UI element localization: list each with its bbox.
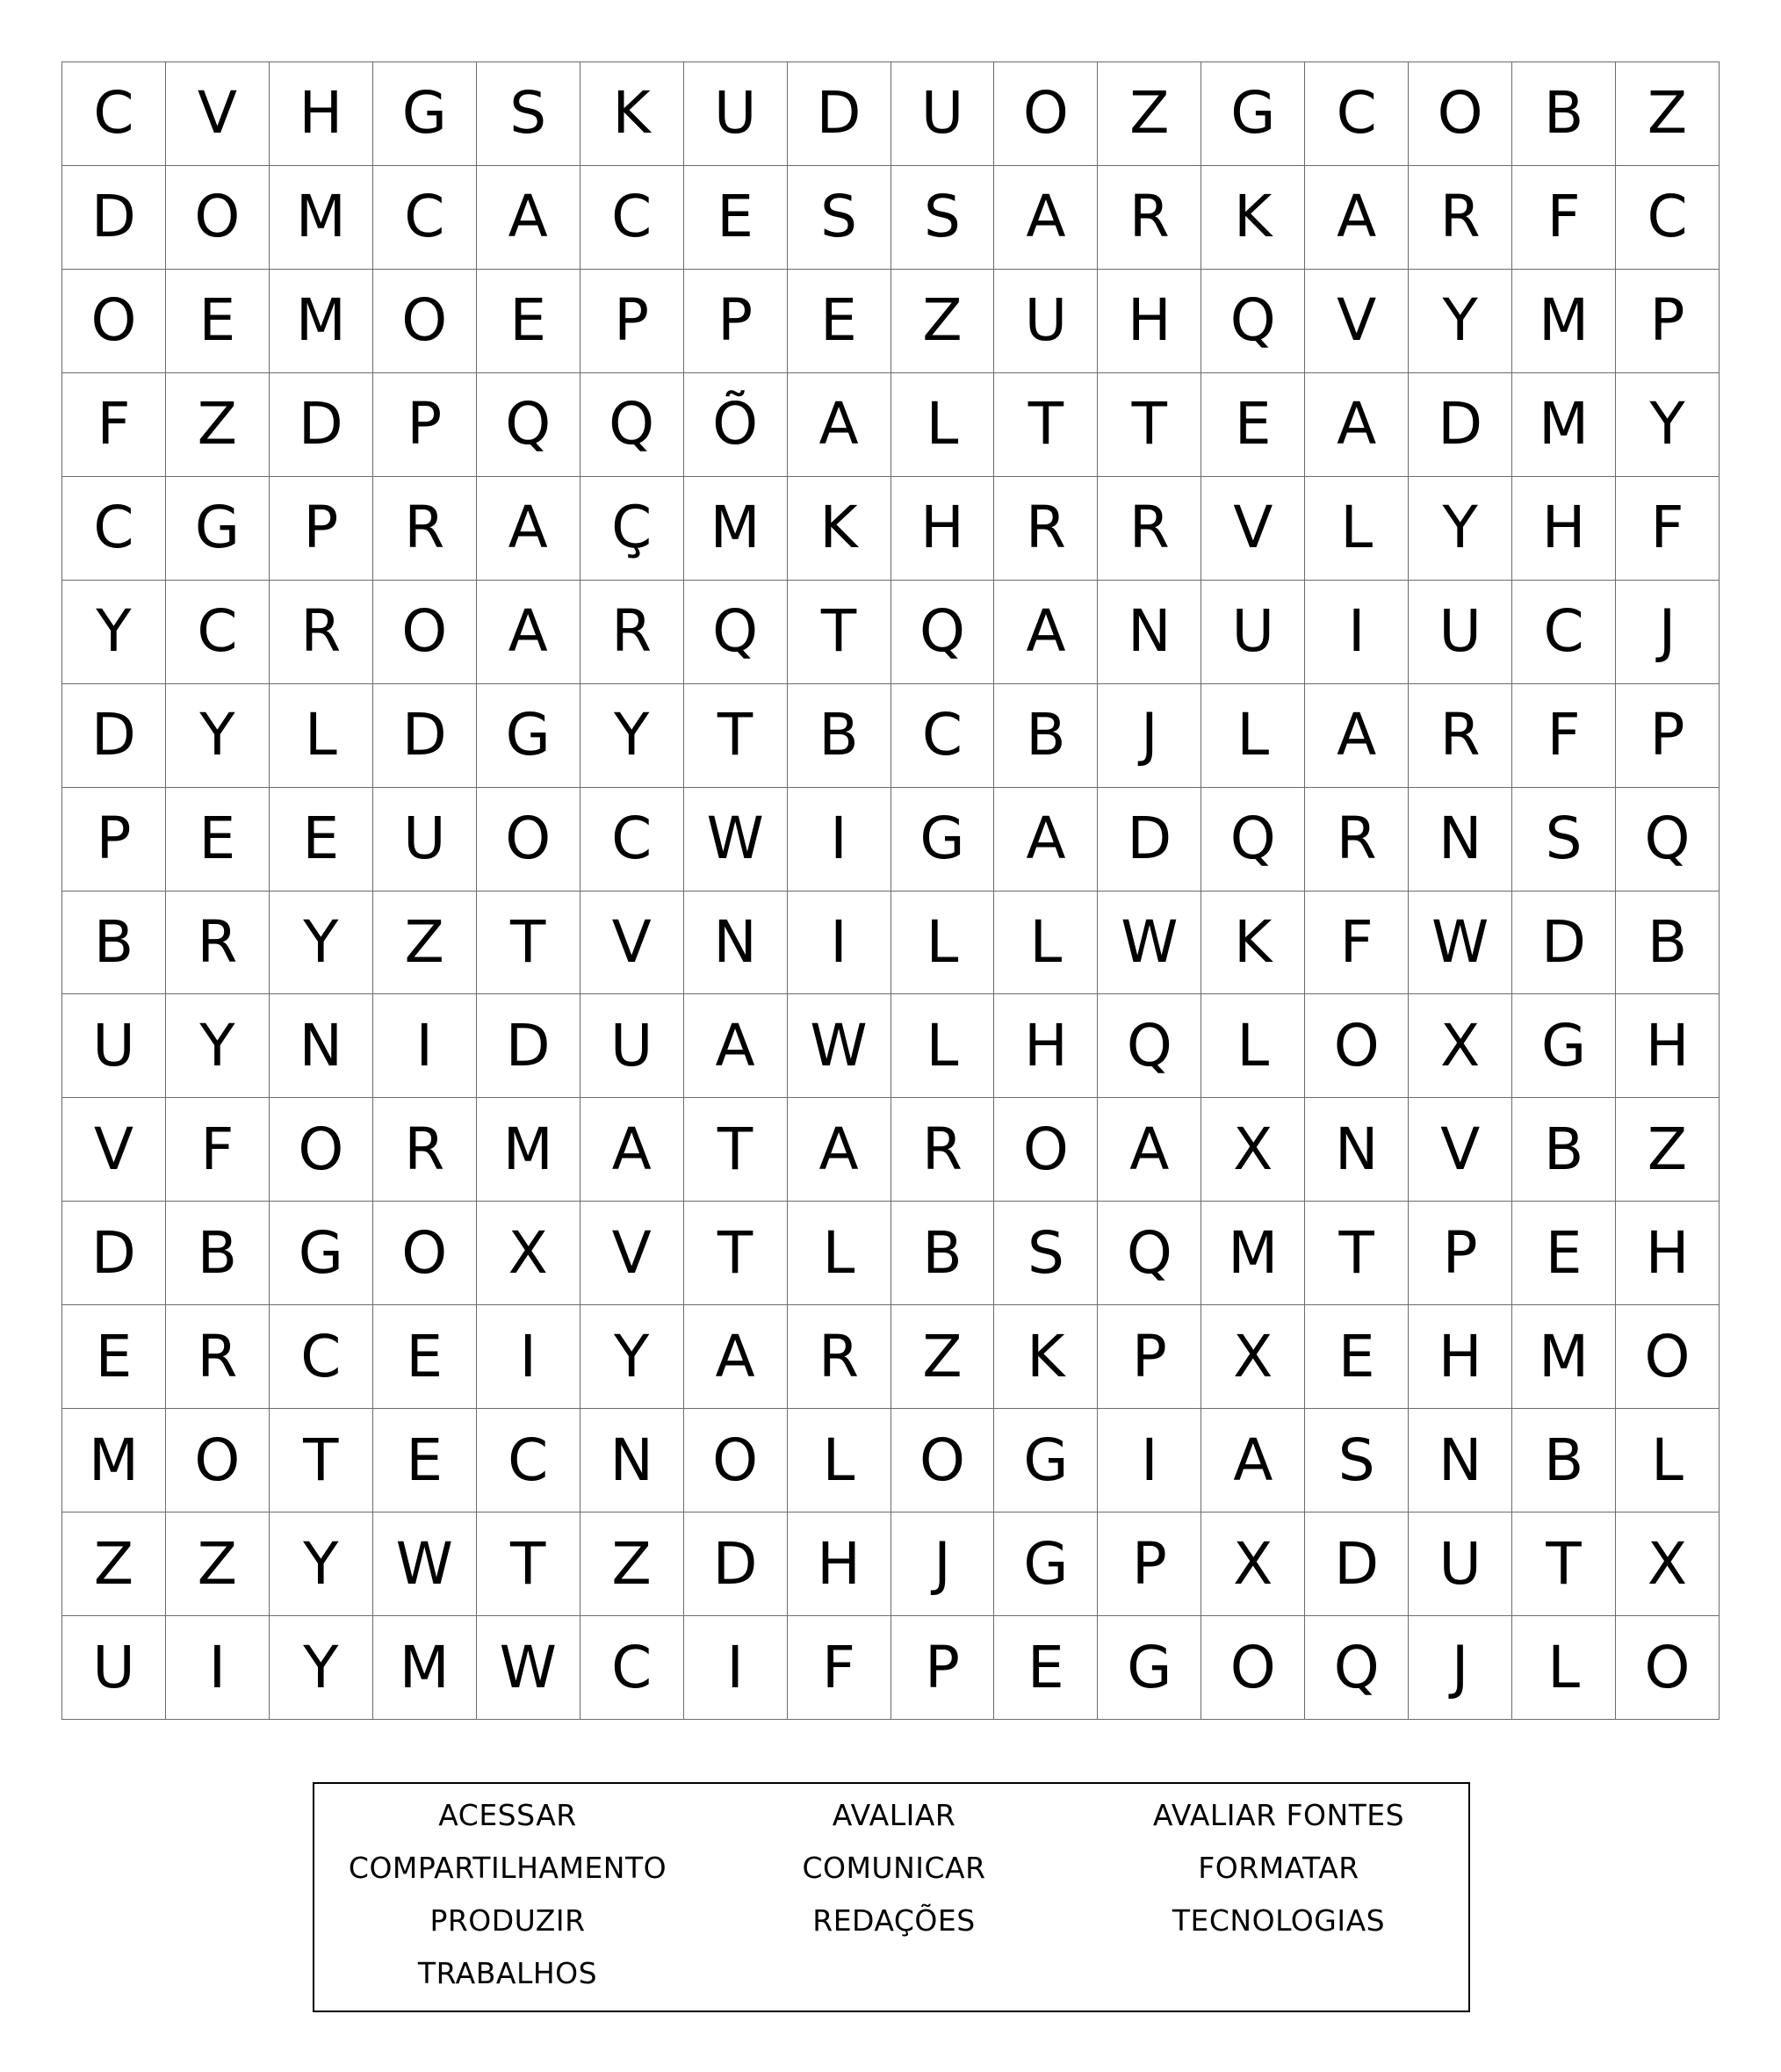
grid-cell[interactable]: Q — [1098, 994, 1201, 1098]
grid-cell[interactable]: A — [788, 373, 891, 477]
grid-cell[interactable]: D — [62, 166, 166, 270]
word-item: FORMATAR — [1198, 1851, 1359, 1885]
grid-cell[interactable]: M — [270, 270, 373, 373]
grid-cell[interactable]: F — [1512, 684, 1616, 788]
grid-cell[interactable]: Y — [166, 684, 270, 788]
grid-cell[interactable]: O — [1616, 1616, 1720, 1720]
grid-cell[interactable]: E — [270, 788, 373, 892]
grid-cell[interactable]: A — [1305, 373, 1409, 477]
grid-cell[interactable]: C — [1616, 166, 1720, 270]
grid-cell[interactable]: M — [1512, 373, 1616, 477]
grid-cell[interactable]: V — [1201, 477, 1305, 581]
grid-cell[interactable]: M — [684, 477, 788, 581]
grid-cell[interactable]: J — [1098, 684, 1201, 788]
grid-cell[interactable]: S — [477, 62, 580, 166]
grid-cell[interactable]: L — [994, 892, 1098, 995]
grid-cell[interactable]: R — [373, 477, 477, 581]
grid-cell[interactable]: Z — [1616, 1098, 1720, 1202]
grid-cell[interactable]: A — [994, 788, 1098, 892]
grid-cell[interactable]: G — [994, 1409, 1098, 1512]
grid-cell[interactable]: Y — [166, 994, 270, 1098]
grid-cell[interactable]: E — [1305, 1305, 1409, 1409]
grid-cell[interactable]: V — [1409, 1098, 1512, 1202]
grid-cell[interactable]: Z — [373, 892, 477, 995]
grid-cell[interactable]: L — [1305, 477, 1409, 581]
grid-cell[interactable]: E — [373, 1409, 477, 1512]
grid-cell[interactable]: I — [373, 994, 477, 1098]
grid-cell[interactable]: X — [1201, 1098, 1305, 1202]
grid-cell[interactable]: G — [166, 477, 270, 581]
grid-cell[interactable]: O — [994, 1098, 1098, 1202]
grid-cell[interactable]: Z — [166, 373, 270, 477]
grid-cell[interactable]: Ç — [580, 477, 684, 581]
grid-cell[interactable]: U — [580, 994, 684, 1098]
grid-cell[interactable]: O — [1305, 994, 1409, 1098]
grid-cell[interactable]: T — [994, 373, 1098, 477]
grid-cell[interactable]: D — [270, 373, 373, 477]
grid-cell[interactable]: W — [684, 788, 788, 892]
grid-cell[interactable]: G — [994, 1512, 1098, 1616]
grid-cell[interactable]: S — [1512, 788, 1616, 892]
word-item: TRABALHOS — [417, 1956, 598, 1990]
grid-cell[interactable]: N — [1098, 581, 1201, 684]
grid-cell[interactable]: P — [1409, 1202, 1512, 1305]
grid-cell[interactable]: U — [891, 62, 995, 166]
grid-cell[interactable]: P — [1616, 270, 1720, 373]
grid-cell[interactable]: R — [1305, 788, 1409, 892]
grid-cell[interactable]: Q — [1305, 1616, 1409, 1720]
grid-cell[interactable]: U — [684, 62, 788, 166]
grid-cell[interactable]: H — [1512, 477, 1616, 581]
grid-cell[interactable]: R — [1409, 684, 1512, 788]
word-bank-column — [314, 1789, 701, 2000]
grid-cell[interactable]: U — [1409, 1512, 1512, 1616]
grid-cell[interactable]: T — [1512, 1512, 1616, 1616]
grid-cell[interactable]: Q — [580, 373, 684, 477]
grid-cell[interactable]: K — [788, 477, 891, 581]
grid-cell[interactable]: D — [1305, 1512, 1409, 1616]
grid-cell[interactable]: W — [477, 1616, 580, 1720]
grid-cell[interactable]: A — [1098, 1098, 1201, 1202]
grid-cell[interactable]: Z — [891, 270, 995, 373]
grid-cell[interactable]: Y — [1409, 477, 1512, 581]
grid-cell[interactable]: S — [891, 166, 995, 270]
grid-cell[interactable]: D — [477, 994, 580, 1098]
grid-cell[interactable]: G — [1201, 62, 1305, 166]
grid-cell[interactable]: J — [1616, 581, 1720, 684]
grid-cell[interactable]: Q — [1201, 270, 1305, 373]
grid-cell[interactable]: Y — [270, 892, 373, 995]
grid-cell[interactable]: A — [994, 166, 1098, 270]
grid-cell[interactable]: L — [788, 1409, 891, 1512]
grid-cell[interactable]: X — [1616, 1512, 1720, 1616]
grid-cell[interactable]: D — [62, 1202, 166, 1305]
grid-cell[interactable]: Q — [1616, 788, 1720, 892]
grid-cell[interactable]: Y — [1616, 373, 1720, 477]
grid-cell[interactable]: K — [1201, 166, 1305, 270]
grid-cell[interactable]: Z — [166, 1512, 270, 1616]
grid-cell[interactable]: Z — [580, 1512, 684, 1616]
grid-cell[interactable]: C — [1512, 581, 1616, 684]
grid-cell[interactable]: G — [373, 62, 477, 166]
grid-cell[interactable]: Y — [270, 1512, 373, 1616]
grid-cell[interactable]: Y — [580, 1305, 684, 1409]
grid-cell[interactable]: R — [1098, 477, 1201, 581]
grid-cell[interactable]: P — [684, 270, 788, 373]
grid-cell[interactable]: U — [62, 994, 166, 1098]
grid-cell[interactable]: J — [1409, 1616, 1512, 1720]
grid-cell[interactable]: K — [1201, 892, 1305, 995]
grid-cell[interactable]: H — [994, 994, 1098, 1098]
grid-cell[interactable]: O — [1616, 1305, 1720, 1409]
grid-cell[interactable]: Õ — [684, 373, 788, 477]
grid-cell[interactable]: X — [1201, 1512, 1305, 1616]
grid-cell[interactable]: M — [373, 1616, 477, 1720]
grid-cell[interactable]: C — [62, 62, 166, 166]
grid-cell[interactable]: D — [788, 62, 891, 166]
grid-cell[interactable]: I — [788, 892, 891, 995]
grid-cell[interactable]: R — [580, 581, 684, 684]
grid-cell[interactable]: B — [1512, 62, 1616, 166]
grid-cell[interactable]: P — [270, 477, 373, 581]
grid-cell[interactable]: C — [580, 788, 684, 892]
grid-cell[interactable]: P — [62, 788, 166, 892]
grid-cell[interactable]: C — [373, 166, 477, 270]
grid-cell[interactable]: G — [1098, 1616, 1201, 1720]
grid-cell[interactable]: G — [270, 1202, 373, 1305]
grid-cell[interactable]: A — [1201, 1409, 1305, 1512]
grid-cell[interactable]: S — [994, 1202, 1098, 1305]
grid-cell[interactable]: H — [891, 477, 995, 581]
grid-cell[interactable]: D — [1098, 788, 1201, 892]
grid-cell[interactable]: C — [62, 477, 166, 581]
grid-cell[interactable]: W — [1098, 892, 1201, 995]
grid-cell[interactable]: O — [270, 1098, 373, 1202]
grid-cell[interactable]: R — [270, 581, 373, 684]
grid-cell[interactable]: L — [1616, 1409, 1720, 1512]
grid-cell[interactable]: E — [994, 1616, 1098, 1720]
grid-cell[interactable]: I — [166, 1616, 270, 1720]
grid-cell[interactable]: L — [270, 684, 373, 788]
grid-cell[interactable]: A — [580, 1098, 684, 1202]
grid-cell[interactable]: Z — [1616, 62, 1720, 166]
grid-cell[interactable]: G — [1512, 994, 1616, 1098]
grid-cell[interactable]: O — [62, 270, 166, 373]
grid-cell[interactable]: Q — [1201, 788, 1305, 892]
grid-cell[interactable]: E — [788, 270, 891, 373]
grid-cell[interactable]: G — [891, 788, 995, 892]
grid-cell[interactable]: R — [891, 1098, 995, 1202]
grid-cell[interactable]: L — [891, 994, 995, 1098]
grid-cell[interactable]: C — [891, 684, 995, 788]
grid-cell[interactable]: Y — [1409, 270, 1512, 373]
grid-cell[interactable]: A — [477, 166, 580, 270]
grid-cell[interactable]: S — [788, 166, 891, 270]
grid-cell[interactable]: A — [1305, 684, 1409, 788]
grid-cell[interactable]: L — [1201, 994, 1305, 1098]
grid-cell[interactable]: O — [373, 581, 477, 684]
grid-cell[interactable]: A — [477, 477, 580, 581]
grid-cell[interactable]: D — [373, 684, 477, 788]
word-item: AVALIAR FONTES — [1152, 1798, 1405, 1832]
grid-cell[interactable]: P — [1616, 684, 1720, 788]
grid-cell[interactable]: M — [270, 166, 373, 270]
grid-cell[interactable]: M — [1512, 1305, 1616, 1409]
grid-cell[interactable]: H — [788, 1512, 891, 1616]
grid-cell[interactable]: C — [580, 1616, 684, 1720]
grid-cell[interactable]: U — [1409, 581, 1512, 684]
grid-cell[interactable]: H — [270, 62, 373, 166]
grid-cell[interactable]: R — [373, 1098, 477, 1202]
grid-cell[interactable]: O — [373, 270, 477, 373]
grid-cell[interactable]: F — [166, 1098, 270, 1202]
grid-cell[interactable]: V — [580, 1202, 684, 1305]
grid-cell[interactable]: J — [891, 1512, 995, 1616]
grid-cell[interactable]: B — [166, 1202, 270, 1305]
grid-cell[interactable]: T — [684, 1098, 788, 1202]
grid-cell[interactable]: R — [1098, 166, 1201, 270]
grid-cell[interactable]: V — [166, 62, 270, 166]
grid-cell[interactable]: T — [684, 684, 788, 788]
grid-cell[interactable]: L — [891, 373, 995, 477]
grid-cell[interactable]: B — [1512, 1409, 1616, 1512]
grid-cell[interactable]: M — [477, 1098, 580, 1202]
grid-cell[interactable]: Z — [891, 1305, 995, 1409]
grid-cell[interactable]: V — [1305, 270, 1409, 373]
grid-cell[interactable]: W — [788, 994, 891, 1098]
grid-cell[interactable]: S — [1305, 1409, 1409, 1512]
word-item: TECNOLOGIAS — [1172, 1903, 1386, 1938]
grid-cell[interactable]: T — [270, 1409, 373, 1512]
grid-cell[interactable]: X — [477, 1202, 580, 1305]
grid-cell[interactable]: Q — [684, 581, 788, 684]
grid-cell[interactable]: D — [1409, 373, 1512, 477]
word-bank-column — [1085, 1789, 1472, 1947]
grid-cell[interactable]: I — [788, 788, 891, 892]
grid-cell[interactable]: O — [1409, 62, 1512, 166]
grid-cell[interactable]: R — [166, 892, 270, 995]
grid-cell[interactable]: T — [788, 581, 891, 684]
grid-cell[interactable]: B — [62, 892, 166, 995]
grid-cell[interactable]: M — [62, 1409, 166, 1512]
grid-cell[interactable]: H — [1616, 994, 1720, 1098]
word-item: COMUNICAR — [802, 1851, 986, 1885]
grid-cell[interactable]: A — [1305, 166, 1409, 270]
grid-cell[interactable]: I — [477, 1305, 580, 1409]
grid-cell[interactable]: Y — [62, 581, 166, 684]
grid-cell[interactable]: C — [1305, 62, 1409, 166]
grid-cell[interactable]: I — [1305, 581, 1409, 684]
grid-cell[interactable]: F — [62, 373, 166, 477]
word-item: ACESSAR — [438, 1798, 577, 1832]
grid-cell[interactable]: N — [684, 892, 788, 995]
grid-cell[interactable]: K — [994, 1305, 1098, 1409]
grid-cell[interactable]: U — [1201, 581, 1305, 684]
grid-cell[interactable]: H — [1616, 1202, 1720, 1305]
grid-cell[interactable]: Q — [891, 581, 995, 684]
grid-cell[interactable]: F — [788, 1616, 891, 1720]
grid-cell[interactable]: P — [891, 1616, 995, 1720]
grid-cell[interactable]: M — [1512, 270, 1616, 373]
grid-cell[interactable]: L — [1201, 684, 1305, 788]
grid-cell[interactable]: T — [477, 892, 580, 995]
grid-cell[interactable]: D — [684, 1512, 788, 1616]
grid-cell[interactable]: E — [166, 270, 270, 373]
grid-cell[interactable]: H — [1098, 270, 1201, 373]
grid-cell[interactable]: X — [1201, 1305, 1305, 1409]
grid-cell[interactable]: U — [62, 1616, 166, 1720]
grid-cell[interactable]: G — [477, 684, 580, 788]
grid-cell[interactable]: Q — [477, 373, 580, 477]
grid-cell[interactable]: T — [1098, 373, 1201, 477]
grid-cell[interactable]: F — [1305, 892, 1409, 995]
grid-cell[interactable]: B — [1512, 1098, 1616, 1202]
grid-cell[interactable]: O — [477, 788, 580, 892]
grid-cell[interactable]: U — [994, 270, 1098, 373]
grid-cell[interactable]: X — [1409, 994, 1512, 1098]
grid-cell[interactable]: R — [166, 1305, 270, 1409]
grid-cell[interactable]: P — [580, 270, 684, 373]
word-bank-column — [701, 1789, 1087, 1947]
grid-cell[interactable]: W — [1409, 892, 1512, 995]
grid-cell[interactable]: N — [1409, 1409, 1512, 1512]
grid-cell[interactable]: Q — [1098, 1202, 1201, 1305]
grid-cell[interactable]: A — [477, 581, 580, 684]
grid-cell[interactable]: O — [166, 166, 270, 270]
grid-cell[interactable]: I — [684, 1616, 788, 1720]
grid-cell[interactable]: A — [788, 1098, 891, 1202]
grid-cell[interactable]: C — [477, 1409, 580, 1512]
grid-cell[interactable]: V — [580, 892, 684, 995]
word-item: PRODUZIR — [429, 1903, 586, 1938]
grid-cell[interactable]: E — [1512, 1202, 1616, 1305]
grid-cell[interactable]: M — [1201, 1202, 1305, 1305]
grid-cell[interactable]: R — [788, 1305, 891, 1409]
word-search-grid — [61, 61, 1720, 1720]
grid-cell[interactable]: U — [373, 788, 477, 892]
grid-cell[interactable]: T — [1305, 1202, 1409, 1305]
grid-cell[interactable]: Z — [62, 1512, 166, 1616]
grid-cell[interactable]: T — [684, 1202, 788, 1305]
word-item: AVALIAR — [832, 1798, 956, 1832]
grid-cell[interactable]: B — [788, 684, 891, 788]
grid-cell[interactable]: W — [373, 1512, 477, 1616]
grid-cell[interactable]: O — [684, 1409, 788, 1512]
grid-cell[interactable]: O — [166, 1409, 270, 1512]
grid-cell[interactable]: A — [994, 581, 1098, 684]
grid-cell[interactable]: O — [373, 1202, 477, 1305]
grid-cell[interactable]: D — [62, 684, 166, 788]
grid-cell[interactable]: A — [684, 994, 788, 1098]
word-item: REDAÇÕES — [812, 1903, 976, 1938]
grid-cell[interactable]: N — [1409, 788, 1512, 892]
grid-cell[interactable]: N — [270, 994, 373, 1098]
grid-cell[interactable]: E — [1201, 373, 1305, 477]
grid-cell[interactable]: N — [1305, 1098, 1409, 1202]
grid-cell[interactable]: O — [891, 1409, 995, 1512]
grid-cell[interactable]: R — [1409, 166, 1512, 270]
grid-cell[interactable]: C — [166, 581, 270, 684]
grid-cell[interactable]: E — [166, 788, 270, 892]
grid-cell[interactable]: Y — [270, 1616, 373, 1720]
word-item: COMPARTILHAMENTO — [348, 1851, 667, 1885]
grid-cell[interactable]: V — [62, 1098, 166, 1202]
grid-cell[interactable]: B — [891, 1202, 995, 1305]
grid-cell[interactable]: E — [684, 166, 788, 270]
grid-cell[interactable]: F — [1616, 477, 1720, 581]
grid-cell[interactable]: B — [1616, 892, 1720, 995]
grid-cell[interactable]: D — [1512, 892, 1616, 995]
word-bank — [313, 1782, 1470, 2012]
grid-cell[interactable]: E — [477, 270, 580, 373]
grid-cell[interactable]: E — [373, 1305, 477, 1409]
grid-cell[interactable]: B — [994, 684, 1098, 788]
grid-cell[interactable]: E — [62, 1305, 166, 1409]
grid-cell[interactable]: Z — [1098, 62, 1201, 166]
grid-cell[interactable]: P — [1098, 1512, 1201, 1616]
grid-cell[interactable]: T — [477, 1512, 580, 1616]
grid-cell[interactable]: Y — [580, 684, 684, 788]
grid-cell[interactable]: P — [373, 373, 477, 477]
grid-cell[interactable]: L — [1512, 1616, 1616, 1720]
grid-cell[interactable]: C — [270, 1305, 373, 1409]
grid-cell[interactable]: P — [1098, 1305, 1201, 1409]
grid-cell[interactable]: L — [891, 892, 995, 995]
grid-cell[interactable]: O — [1201, 1616, 1305, 1720]
grid-cell[interactable]: F — [1512, 166, 1616, 270]
grid-cell[interactable]: L — [788, 1202, 891, 1305]
grid-cell[interactable]: K — [580, 62, 684, 166]
grid-cell[interactable]: H — [1409, 1305, 1512, 1409]
grid-cell[interactable]: O — [994, 62, 1098, 166]
grid-cell[interactable]: I — [1098, 1409, 1201, 1512]
grid-cell[interactable]: A — [684, 1305, 788, 1409]
grid-cell[interactable]: N — [580, 1409, 684, 1512]
grid-cell[interactable]: C — [580, 166, 684, 270]
grid-cell[interactable]: R — [994, 477, 1098, 581]
